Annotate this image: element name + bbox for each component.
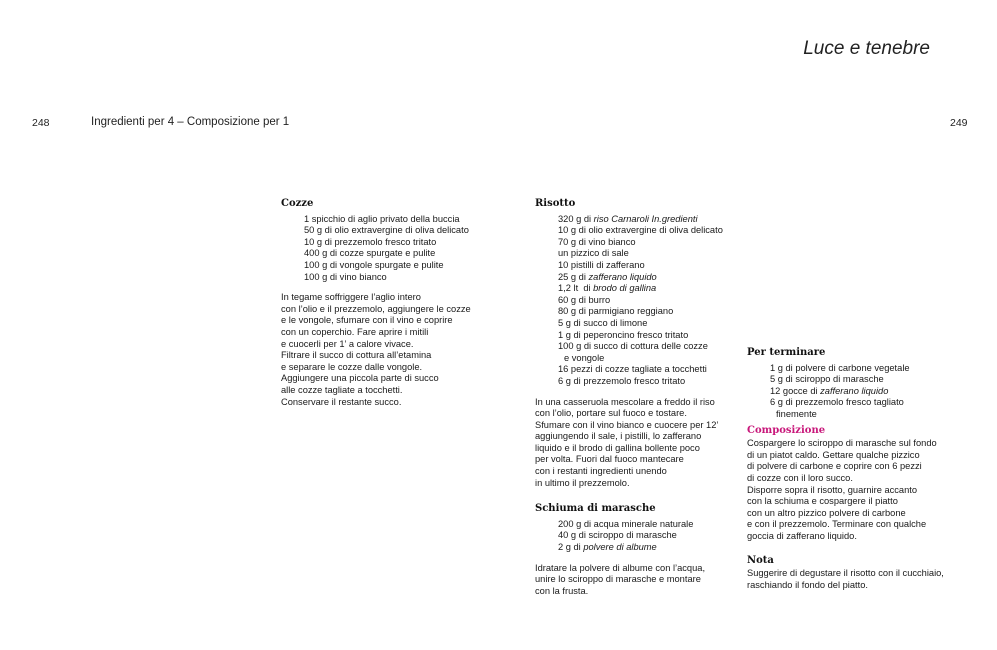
ingredient-item: 10 g di olio extravergine di oliva delicato bbox=[558, 225, 723, 236]
method-line: in ultimo il prezzemolo. bbox=[535, 477, 630, 488]
method-line: alle cozze tagliate a tocchetti. bbox=[281, 384, 403, 395]
method-line: con un altro pizzico polvere di carbone bbox=[747, 507, 906, 518]
ingredient-item: 5 g di succo di limone bbox=[558, 317, 648, 328]
method-line: Disporre sopra il risotto, guarnire accanto bbox=[747, 484, 918, 495]
page-number-left: 248 bbox=[32, 117, 50, 129]
method-line: con la frusta. bbox=[535, 585, 589, 596]
ingredient-item: 25 g di zafferano liquido bbox=[558, 271, 657, 282]
method-line: di cozze con il loro succo. bbox=[747, 472, 853, 483]
method-line: liquido e il brodo di gallina bollente poco bbox=[535, 442, 700, 453]
ingredient-list-risotto bbox=[535, 214, 735, 388]
ingredient-list-schiuma bbox=[535, 519, 735, 554]
method-nota bbox=[747, 568, 957, 591]
ingredient-item: 400 g di cozze spurgate e pulite bbox=[304, 248, 436, 259]
method-line: Filtrare il succo di cottura all’etamina bbox=[281, 350, 432, 361]
method-schiuma bbox=[535, 563, 735, 598]
method-line: e cuocerli per 1’ a calore vivace. bbox=[281, 338, 414, 349]
page-number-right: 249 bbox=[950, 117, 968, 129]
ingredient-item: 16 pezzi di cozze tagliate a tocchetti bbox=[558, 364, 707, 375]
method-line: con i restanti ingredienti unendo bbox=[535, 466, 667, 477]
ingredient-item: 40 g di sciroppo di marasche bbox=[558, 530, 677, 541]
ingredient-list-terminare bbox=[747, 363, 957, 421]
ingredient-item: 100 g di vino bianco bbox=[304, 271, 387, 282]
ingredient-item: 1 g di peperoncino fresco tritato bbox=[558, 329, 689, 340]
method-line: In tegame soffriggere l’aglio intero bbox=[281, 292, 421, 303]
ingredient-item: 6 g di prezzemolo fresco tagliato finemente bbox=[770, 397, 904, 419]
method-line: e con il prezzemolo. Terminare con qualche bbox=[747, 519, 927, 530]
ingredient-item: 100 g di vongole spurgate e pulite bbox=[304, 259, 444, 270]
ingredient-item: 60 g di burro bbox=[558, 294, 611, 305]
method-line: Aggiungere una piccola parte di succo bbox=[281, 373, 439, 384]
ingredient-item: 200 g di acqua minerale naturale bbox=[558, 518, 694, 529]
ingredient-item: 1,2 lt di brodo di gallina bbox=[558, 283, 657, 294]
method-line: di un piatot caldo. Gettare qualche pizzico bbox=[747, 449, 920, 460]
section-heading-nota: Nota bbox=[747, 554, 774, 566]
method-line: con l’olio e il prezzemolo, aggiungere le cozze bbox=[281, 303, 471, 314]
recipe-subtitle: Ingredienti per 4 – Composizione per 1 bbox=[91, 116, 290, 128]
method-line: Idratare la polvere di albume con l’acqua, bbox=[535, 562, 706, 573]
method-composizione bbox=[747, 438, 957, 542]
section-heading-risotto: Risotto bbox=[535, 198, 576, 209]
ingredient-item: 10 g di prezzemolo fresco tritato bbox=[304, 236, 437, 247]
method-line: e separare le cozze dalle vongole. bbox=[281, 361, 423, 372]
method-line: Conservare il restante succo. bbox=[281, 396, 402, 407]
method-line: per volta. Fuori dal fuoco mantecare bbox=[535, 454, 684, 465]
section-heading-schiuma: Schiuma di marasche bbox=[535, 503, 656, 515]
ingredient-item: 1 g di polvere di carbone vegetale bbox=[770, 362, 910, 373]
ingredient-item: un pizzico di sale bbox=[558, 248, 629, 259]
method-line: con la schiuma e cospargere il piatto bbox=[747, 496, 898, 507]
ingredient-item: 6 g di prezzemolo fresco tritato bbox=[558, 375, 686, 386]
page-title: Luce e tenebre bbox=[803, 38, 930, 59]
method-cozze bbox=[281, 292, 511, 408]
ingredient-item: 50 g di olio extravergine di oliva delicato bbox=[304, 225, 469, 236]
section-heading-terminare: Per terminare bbox=[747, 347, 826, 358]
method-line: In una casseruola mescolare a freddo il riso bbox=[535, 396, 715, 407]
ingredient-item: 80 g di parmigiano reggiano bbox=[558, 306, 674, 317]
ingredient-item: 320 g di riso Carnaroli In.gredienti bbox=[558, 213, 698, 224]
ingredient-list-cozze bbox=[281, 214, 511, 284]
method-line: e le vongole, sfumare con il vino e coprire bbox=[281, 315, 453, 326]
method-line: raschiando il fondo del piatto. bbox=[747, 579, 868, 590]
method-line: con l’olio, portare sul fuoco e tostare. bbox=[535, 408, 687, 419]
column-cozze bbox=[281, 198, 511, 418]
section-heading-composizione: Composizione bbox=[747, 424, 826, 436]
method-line: goccia di zafferano liquido. bbox=[747, 530, 857, 541]
ingredient-item: 2 g di polvere di albume bbox=[558, 542, 657, 553]
method-line: aggiungendo il sale, i pistilli, lo zafferano bbox=[535, 431, 702, 442]
method-risotto bbox=[535, 397, 735, 490]
method-line: Sfumare con il vino bianco e cuocere per 12’ bbox=[535, 419, 719, 430]
method-line: di polvere di carbone e coprire con 6 pezzi bbox=[747, 461, 922, 472]
ingredient-item: 12 gocce di zafferano liquido bbox=[770, 385, 889, 396]
method-line: Suggerire di degustare il risotto con il cucchiaio, bbox=[747, 568, 944, 579]
column-risotto bbox=[535, 198, 735, 607]
ingredient-item: 1 spicchio di aglio privato della buccia bbox=[304, 213, 460, 224]
ingredient-item: 100 g di succo di cottura delle cozze e vongole bbox=[558, 341, 708, 363]
method-line: Cospargere lo sciroppo di marasche sul fondo bbox=[747, 438, 937, 449]
section-heading-cozze: Cozze bbox=[281, 198, 314, 209]
ingredient-item: 10 pistilli di zafferano bbox=[558, 259, 645, 270]
method-line: con un coperchio. Fare aprire i mitili bbox=[281, 326, 429, 337]
column-terminare bbox=[747, 347, 957, 601]
ingredient-item: 5 g di sciroppo di marasche bbox=[770, 374, 884, 385]
method-line: unire lo sciroppo di marasche e montare bbox=[535, 574, 701, 585]
ingredient-item: 70 g di vino bianco bbox=[558, 236, 636, 247]
